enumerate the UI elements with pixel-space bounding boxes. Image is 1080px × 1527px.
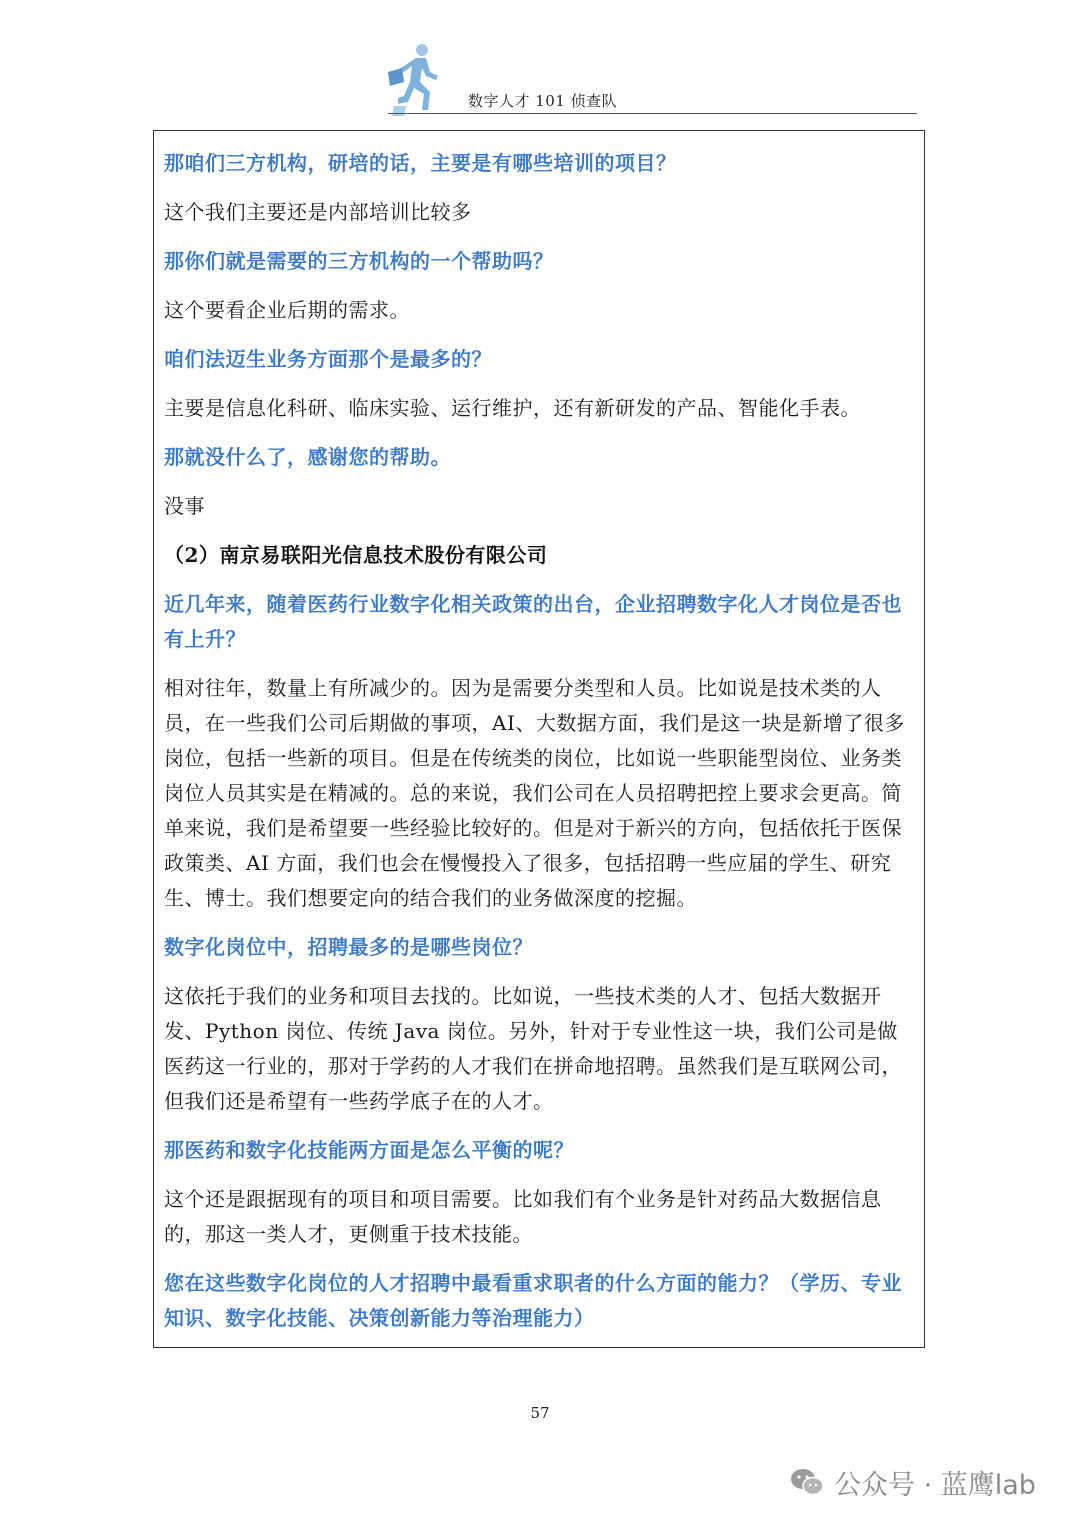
page-number: 57	[530, 1404, 550, 1422]
question-text: 那咱们三方机构，研培的话，主要是有哪些培训的项目？	[164, 151, 677, 175]
question-text: 咱们法迈生业务方面那个是最多的？	[164, 347, 492, 371]
watermark-text: 公众号 · 蓝鹰lab	[834, 1469, 1036, 1501]
question-text: 那你们就是需要的三方机构的一个帮助吗？	[164, 249, 554, 273]
question-text: 那医药和数字化技能两方面是怎么平衡的呢？	[164, 1138, 574, 1162]
answer-text: 相对往年，数量上有所减少的。因为是需要分类型和人员。比如说是技术类的人员，在一些我们公司后期做的事项，AI、大数据方面，我们是这一块是新增了很多岗位，包括一些新的项目。但是在传统类的岗位，比如说一些职能型岗位、业务类岗位人员其实是在精减的。总的来说，我们公司在人员招聘把控上要求会更高。简单来说，我们是希望要一些经验比较好的。但是对于新兴的方向，包括依托于医保政策类、AI 方面，我们也会在慢慢投入了很多，包括招聘一些应届的学生、研究生、博士。我们想要定向的结合我们的业务做深度的挖掘。	[164, 676, 905, 910]
section-heading: （2）南京易联阳光信息技术股份有限公司	[164, 543, 548, 567]
answer-text: 主要是信息化科研、临床实验、运行维护，还有新研发的产品、智能化手表。	[164, 396, 861, 420]
answer-text: 没事	[164, 494, 205, 518]
runner-logo-icon	[386, 42, 442, 118]
header-divider	[388, 113, 917, 114]
wechat-icon	[790, 1467, 824, 1497]
question-text: 数字化岗位中，招聘最多的是哪些岗位？	[164, 935, 533, 959]
answer-text: 这个我们主要还是内部培训比较多	[164, 200, 472, 224]
question-text: 近几年来，随着医药行业数字化相关政策的出台，企业招聘数字化人才岗位是否也有上升？	[164, 592, 902, 651]
answer-text: 这个还是跟据现有的项目和项目需要。比如我们有个业务是针对药品大数据信息的，那这一类人才，更侧重于技术技能。	[164, 1187, 882, 1246]
answer-text: 这个要看企业后期的需求。	[164, 298, 410, 322]
watermark	[790, 1462, 1036, 1502]
answer-text: 这依托于我们的业务和项目去找的。比如说，一些技术类的人才、包括大数据开发、Python 岗位、传统 Java 岗位。另外，针对于专业性这一块，我们公司是做医药这一行业的，那对于学药的人才我们在拼命地招聘。虽然我们是互联网公司，但我们还是希望有一些药学底子在的人才。	[164, 984, 902, 1113]
question-text: 您在这些数字化岗位的人才招聘中最看重求职者的什么方面的能力？（学历、专业知识、数字化技能、决策创新能力等治理能力）	[164, 1271, 902, 1330]
interview-content	[164, 146, 918, 1336]
question-text: 那就没什么了，感谢您的帮助。	[164, 445, 451, 469]
header-title: 数字人才 101 侦查队	[468, 92, 618, 110]
